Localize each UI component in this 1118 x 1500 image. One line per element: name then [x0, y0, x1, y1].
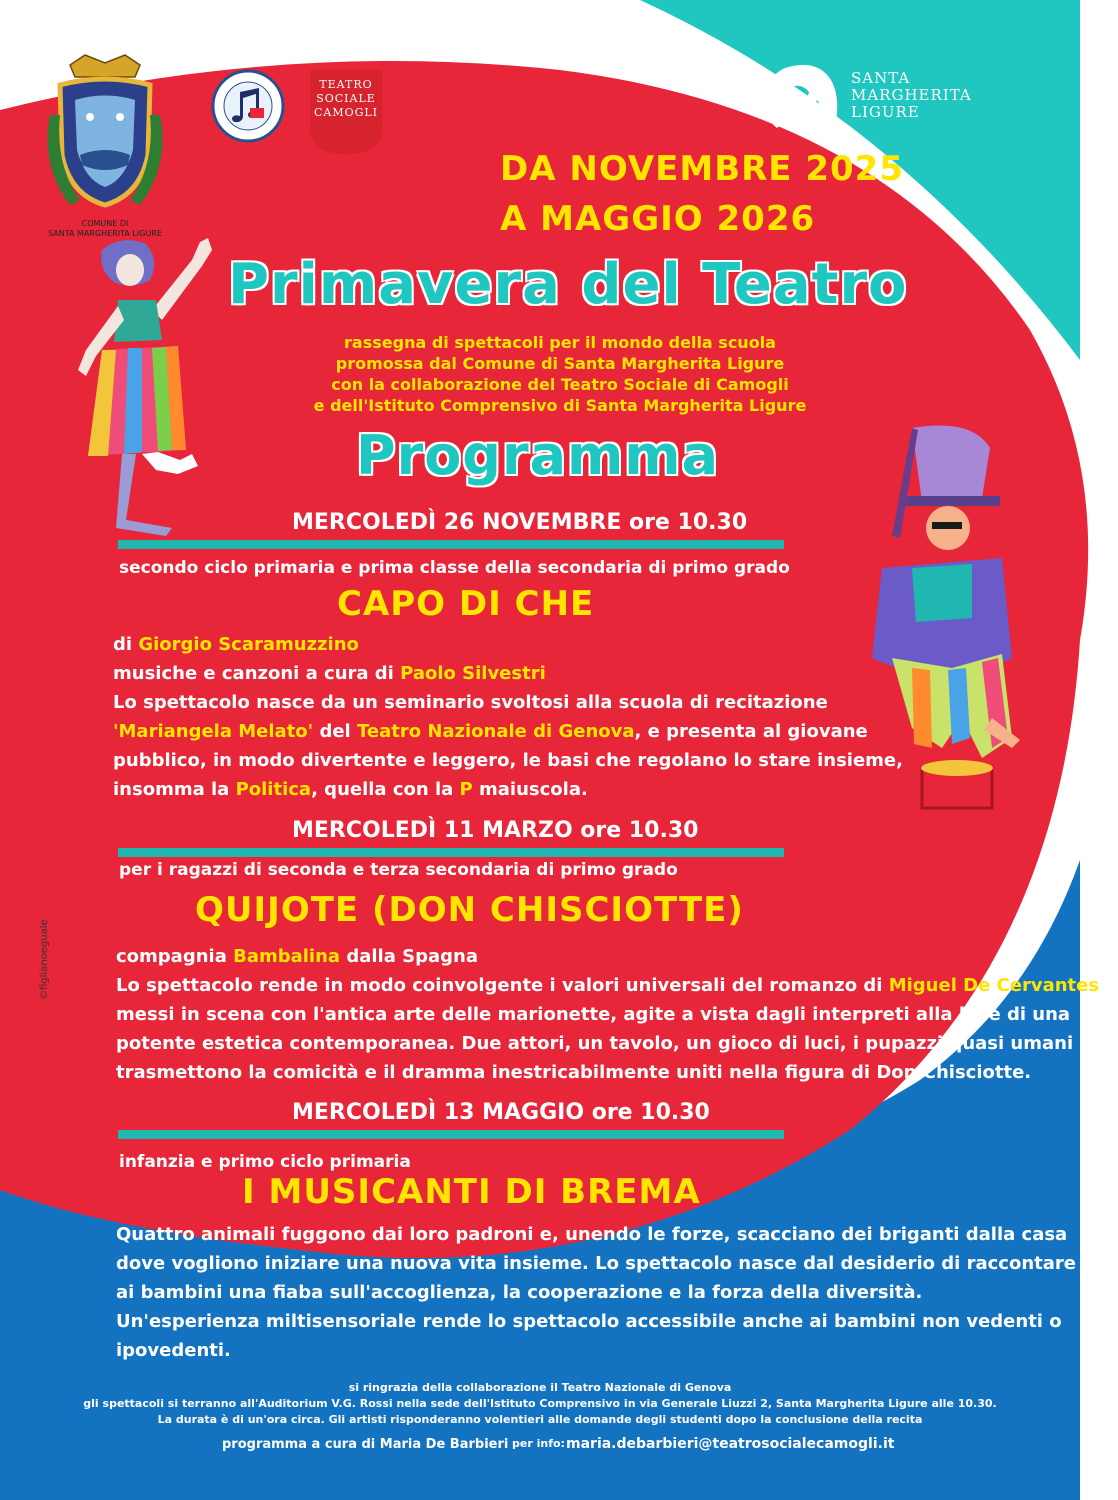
photo-credit: [37, 880, 57, 1000]
highlight-text: Paolo Silvestri: [400, 663, 546, 684]
description-text: ai bambini una fiaba sull'accoglienza, la cooperazione e la forza della diversità.: [116, 1282, 923, 1303]
session-1-description-line: [113, 717, 873, 746]
smlig-logo-line-2: MARGHERITA: [851, 86, 972, 104]
comune-logo: [40, 55, 170, 238]
session-3-audience: infanzia e primo ciclo primaria: [119, 1152, 411, 1172]
programma-heading: Programma: [356, 424, 720, 487]
description-text: di: [113, 634, 139, 655]
session-3-description-line: [116, 1336, 1056, 1365]
season-dates: [340, 146, 1080, 242]
description-text: Quattro animali fuggono dai loro padroni e, unendo le forze, scacciano dei briganti dalla casa: [116, 1224, 1068, 1245]
session-2-description-line: [116, 942, 1016, 971]
description-text: ipovedenti.: [116, 1340, 231, 1361]
session-2-description-line: [116, 971, 1118, 1000]
highlight-text: 'Mariangela Melato': [113, 721, 314, 742]
session-2-title: QUIJOTE (DON CHISCIOTTE): [195, 890, 744, 930]
session-3-description: [116, 1220, 1076, 1365]
description-text: e: [1099, 975, 1118, 996]
session-3-divider: [118, 1130, 784, 1139]
session-2-date: MERCOLEDÌ 11 MARZO ore 10.30: [292, 818, 699, 843]
curated-by: programma a cura di Maria De Barbieri: [222, 1437, 509, 1452]
session-3-description-line: [116, 1249, 1076, 1278]
description-text: dalla Spagna: [340, 946, 478, 967]
season-dates-from: DA NOVEMBRE 2025: [500, 149, 904, 189]
top-hat-man-illustration: [852, 418, 1022, 838]
highlight-text: P: [459, 779, 473, 800]
intro-text: [280, 332, 840, 416]
footer-line-3: La durata è di un'ora circa. Gli artisti risponderanno volentieri alle domande degli studenti dopo la conclusione della recita: [157, 1413, 923, 1426]
footer-line-1: si ringrazia della collaborazione il Teatro Nazionale di Genova: [348, 1381, 732, 1394]
comune-caption-2: SANTA MARGHERITA LIGURE: [48, 229, 162, 238]
smlig-logo: [755, 62, 995, 137]
istituto-logo: [210, 68, 286, 144]
description-text: del: [313, 721, 357, 742]
photo-credit-text: ©figlianoeguale: [39, 919, 50, 1000]
coat-of-arms-icon: [40, 55, 170, 215]
session-2-audience: per i ragazzi di seconda e terza secondaria di primo grado: [119, 860, 678, 880]
session-1-title: CAPO DI CHE: [337, 584, 595, 624]
description-text: dove vogliono iniziare una nuova vita insieme. Lo spettacolo nasce dal desiderio di raccontare: [116, 1253, 1076, 1274]
session-1-audience: secondo ciclo primaria e prima classe della secondaria di primo grado: [119, 558, 790, 578]
session-3-description-line: [116, 1278, 1056, 1307]
description-text: insomma la: [113, 779, 236, 800]
description-text: musiche e canzoni a cura di: [113, 663, 401, 684]
session-3-date: MERCOLEDÌ 13 MAGGIO ore 10.30: [292, 1100, 710, 1125]
session-1-description-line: [113, 746, 903, 775]
session-1-description-line: [113, 630, 873, 659]
description-text: Un'esperienza miltisensoriale rende lo spettacolo accessibile anche ai bambini non vedenti o: [116, 1311, 1062, 1332]
intro-line-2: promossa dal Comune di Santa Margherita Ligure: [335, 354, 785, 373]
highlight-text: Politica: [235, 779, 312, 800]
teatro-logo-line-2: SOCIALE: [316, 92, 376, 105]
description-text: Lo spettacolo rende in modo coinvolgente i valori universali del romanzo di: [116, 975, 889, 996]
info-label: per info:: [512, 1437, 565, 1450]
session-1-description-line: [113, 659, 873, 688]
session-1-divider: [118, 540, 784, 549]
description-text: , e presenta al giovane: [634, 721, 868, 742]
smlig-logo-line-1: SANTA: [851, 69, 911, 87]
highlight-text: Miguel De Cervantes: [888, 975, 1100, 996]
season-dates-to: A MAGGIO 2026: [500, 199, 816, 239]
session-2-description: [116, 942, 1118, 1087]
description-text: Lo spettacolo nasce da un seminario svoltosi alla scuola di recitazione: [113, 692, 828, 713]
description-text: pubblico, in modo divertente e leggero, le basi che regolano lo stare insieme,: [113, 750, 903, 771]
session-2-description-line: [116, 1000, 1071, 1029]
smlig-logo-line-3: LIGURE: [851, 103, 920, 121]
teatro-logo-line-3: CAMOGLI: [313, 106, 379, 119]
session-3-description-line: [116, 1220, 1068, 1249]
footer-line-2: gli spettacoli si terranno all'Auditorium V.G. Rossi nella sede dell'Istituto Comprensivo in via Generale Liuzzi 2, Santa Margherita Ligure alle 10.30.: [83, 1397, 997, 1410]
footer-notes: [0, 1380, 1080, 1428]
description-text: compagnia: [116, 946, 234, 967]
highlight-text: Teatro Nazionale di Genova: [356, 721, 635, 742]
session-2-description-line: [116, 1029, 1074, 1058]
session-1-description-line: [113, 775, 873, 804]
description-text: messi in scena con l'antica arte delle marionette, agite a vista dagli interpreti alla luce di una: [116, 1004, 1071, 1025]
description-text: , quella con la: [311, 779, 460, 800]
intro-line-3: con la collaborazione del Teatro Sociale di Camogli: [331, 375, 789, 394]
woman-profile-icon: [755, 62, 843, 134]
highlight-text: Bambalina: [233, 946, 341, 967]
session-3-title: I MUSICANTI DI BREMA: [242, 1172, 701, 1212]
comune-caption-1: COMUNE DI: [81, 219, 129, 228]
session-1-date: MERCOLEDÌ 26 NOVEMBRE ore 10.30: [292, 510, 748, 535]
teatro-sociale-logo: [308, 68, 384, 156]
highlight-text: Giorgio Scaramuzzino: [138, 634, 359, 655]
music-seal-icon: [210, 68, 286, 144]
page-title: Primavera del Teatro: [228, 252, 908, 317]
teatro-logo-line-1: TEATRO: [319, 78, 373, 91]
session-1-description-line: [113, 688, 873, 717]
session-3-description-line: [116, 1307, 1062, 1336]
contact-email-link[interactable]: maria.debarbieri@teatrosocialecamogli.it: [566, 1436, 895, 1452]
dancer-illustration: [62, 230, 232, 530]
intro-line-1: rassegna di spettacoli per il mondo della scuola: [344, 333, 776, 352]
session-2-description-line: [116, 1058, 1032, 1087]
session-1-description: [113, 630, 903, 804]
description-text: maiuscola.: [472, 779, 588, 800]
intro-line-4: e dell'Istituto Comprensivo di Santa Margherita Ligure: [313, 396, 807, 415]
session-2-divider: [118, 848, 784, 857]
description-text: trasmettono la comicità e il dramma inestricabilmente uniti nella figura di Don Chisciotte.: [116, 1062, 1032, 1083]
description-text: potente estetica contemporanea. Due attori, un tavolo, un gioco di luci, i pupazzi quasi umani: [116, 1033, 1074, 1054]
